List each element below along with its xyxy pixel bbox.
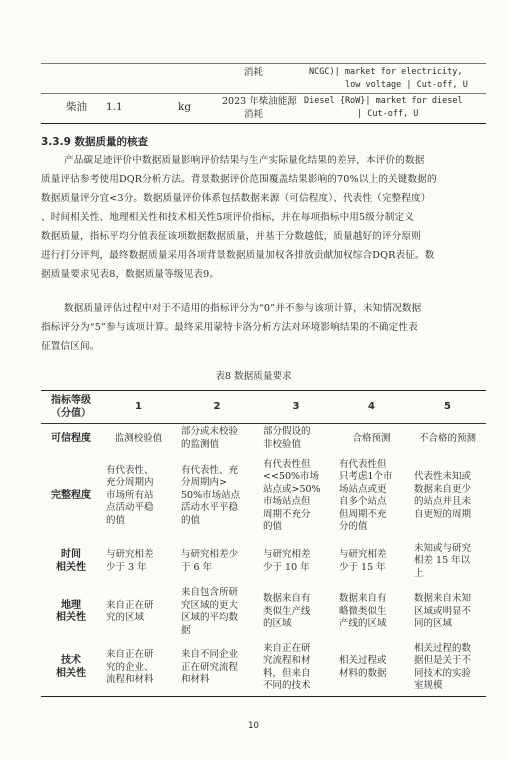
header-cell: 1	[135, 400, 142, 412]
top-table-unit: kg	[178, 101, 192, 113]
table-cell: 数据来自有 类似生产线 的区域	[263, 593, 311, 630]
table-cell: 合格预测	[352, 432, 391, 444]
paragraph-1	[41, 151, 437, 284]
paragraph-line: 质量评估参考使用DQR分析方法。背景数据评价范围覆盖结果影响的70%以上的关键数据的	[41, 174, 437, 185]
table-cell: 代表性未知或 数据来自更少 的站点并且未 自更短的周期	[414, 471, 472, 520]
table-cell: 相关过程的数 据但是关于不 同技术的实验 室规模	[414, 642, 472, 692]
header-cell: 3	[292, 400, 300, 412]
table-cell: 相关过程或 材料的数据	[339, 655, 387, 679]
top-table-bottom-rule	[41, 123, 486, 124]
table-cell: 来自正在研 究的企业、 流程和材料	[106, 649, 154, 685]
table-header-row	[41, 391, 486, 424]
table-cell: 部分假设的 非校验值	[263, 426, 311, 450]
table-cell: 与研究相差少 于 6 年	[181, 549, 239, 573]
paragraph-line: 产品碳足迹评价中数据质量影响评价结果与生产实际量化结果的差异，本评价的数据	[64, 155, 425, 166]
table-cell: 有代表性、 充分周期内 市场所有站 点活动平稳 的值	[106, 464, 154, 526]
row-label: 地理 相关性	[56, 599, 86, 623]
data-quality-table	[41, 390, 486, 697]
section-heading: 3.3.9 数据质量的核查	[41, 136, 149, 148]
table-cell: 来自正在研 究的区域	[106, 599, 154, 623]
top-table-dataset: Diesel {RoW}| market for diesel	[304, 96, 463, 106]
header-cell: 2	[213, 400, 221, 412]
paragraph-line: 据质量要求见表8，数据质量等级见表9。	[41, 269, 220, 280]
table-row	[41, 640, 486, 697]
table-row	[41, 454, 486, 539]
paragraph-line: 指标评分为“5”参与该项计算。最终采用蒙特卡洛分析方法对环境影响结果的不确定性表	[41, 322, 418, 333]
paragraph-line: 数据质量，指标平均分值表征该项数据数据质量，并基于分数越低，质量越好的评分原则	[41, 231, 422, 242]
table-cell: 数据来自未知 区域或明显不 同的区域	[414, 593, 472, 630]
table-cell: 部分或未校验 的监测值	[181, 426, 239, 450]
table-cell: 有代表性、充 分周期内> 50%市场站点 活动水平平稳 的值	[181, 464, 241, 526]
paragraph-line: 数据质量评分宜<3分。数据质量评价体系包括数据来源（可信程度）、代表性（完整程度）	[41, 193, 431, 204]
row-label: 时间 相关性	[56, 549, 86, 573]
top-table-source: 消耗	[244, 109, 264, 120]
table-cell: 与研究相差 少于 3 年	[106, 549, 154, 573]
paragraph-line: 进行打分评判，最终数据质量采用各项背景数据质量加权各排放贡献加权综合DQR表征。数	[41, 250, 435, 261]
top-table-divider	[41, 63, 486, 64]
table-cell: 未知或与研究 相差 15 年以 上	[414, 542, 472, 579]
paragraph-line: 数据质量评估过程中对于不适用的指标评分为“0”并不参与该项计算，未知情况数据	[64, 303, 422, 314]
top-table-name: 柴油	[66, 101, 87, 113]
table-caption: 表8 数据质量要求	[215, 371, 292, 382]
paragraph-line: 征置信区间。	[41, 341, 100, 352]
top-table-value: 1.1	[106, 101, 123, 113]
table-row	[41, 539, 486, 585]
table-cell: 来自包含所研 究区域的更大 区域的平均数 据	[181, 587, 239, 636]
header-cell: 5	[444, 400, 451, 412]
table-cell: 来自正在研 究流程和材 料，但来自 不同的技术	[263, 642, 311, 692]
table-row	[41, 424, 486, 454]
top-table-cell: NCGC)| market for electricity,	[309, 67, 463, 77]
top-table-source: 2023 年柴油能源	[222, 96, 297, 107]
table-cell: 监测校验值	[114, 432, 163, 444]
paragraph-2	[41, 299, 421, 356]
header-cell: 指标等级 （分值）	[51, 395, 91, 419]
table-cell: 有代表性但 只考虑1个市 场站点或更 自多个站点 但周期不充 分的值	[339, 458, 393, 532]
row-label: 可信程度	[51, 432, 91, 444]
row-label: 完整程度	[51, 489, 91, 501]
page-number: 10	[248, 721, 259, 731]
table-cell: 与研究相差 少于 10 年	[263, 549, 311, 573]
top-table-cell: low voltage | Cut-off, U	[345, 80, 468, 90]
top-table-dataset: | Cut-off, U	[357, 109, 419, 119]
header-cell: 4	[368, 400, 375, 412]
table-cell: 有代表性但 <<50%市场 站点或>50% 市场站点但 周期不充分 的值	[263, 458, 321, 532]
top-table-cell: 消耗	[244, 67, 264, 78]
table-row	[41, 585, 486, 640]
table-cell: 数据来自有 略微类似生 产线的区域	[339, 593, 387, 630]
table-cell: 与研究相差 少于 15 年	[339, 549, 387, 573]
top-table-divider	[41, 93, 486, 94]
table-cell: 不合格的预测	[418, 432, 476, 444]
row-label: 技术 相关性	[56, 655, 86, 679]
paragraph-line: 、时间相关性、地理相关性和技术相关性5项评价指标，并在每项指标中用5级分制定义	[41, 212, 415, 223]
table-cell: 来自不同企业 正在研究流程 和材料	[181, 649, 239, 685]
